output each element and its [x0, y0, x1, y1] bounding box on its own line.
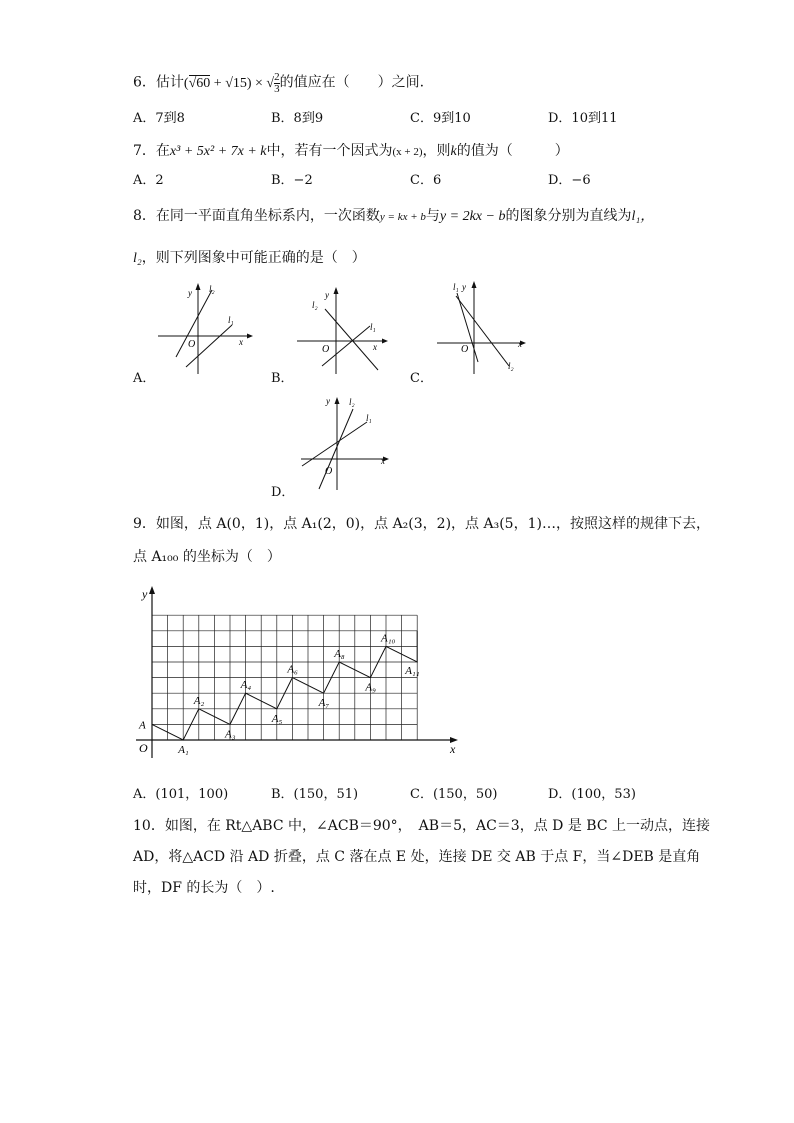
q8-l2: l₂: [133, 251, 142, 266]
q9-stem-line2: 点 A₁₀₀ 的坐标为（ ）: [133, 549, 281, 565]
origin-label: O: [139, 741, 148, 755]
origin-label: O: [322, 344, 330, 355]
q8-f1: y = kx + b: [379, 211, 426, 223]
q6-frac-num: 2: [274, 71, 280, 83]
q8-graph-d[interactable]: [297, 392, 397, 494]
q7-option-b[interactable]: B．−2: [271, 173, 313, 188]
origin-label: O: [325, 466, 333, 477]
l1-label: l₁: [228, 315, 234, 325]
q7-var: k: [450, 144, 457, 159]
q8-graph-a[interactable]: [150, 278, 255, 380]
x-label: x: [381, 456, 385, 466]
q6-option-b[interactable]: B．8到9: [271, 111, 324, 126]
q6-option-a[interactable]: A．7到8: [133, 111, 185, 126]
q7-option-d[interactable]: D．−6: [548, 173, 591, 188]
q6-expression: (√60 + √15) × √ $\frac{2}{3}$: [183, 71, 280, 95]
grid: [152, 615, 417, 740]
line-l2: [325, 309, 378, 370]
point-label-0: A: [139, 719, 146, 732]
l2-label: l₂: [508, 361, 514, 371]
point-label-8: A₈: [334, 648, 345, 660]
point-label-4: A₄: [240, 679, 252, 692]
q7-factor: (x + 2): [392, 146, 423, 158]
q9-stem-line1: 9．如图，点 A(0，1)，点 A₁(2，0)，点 A₂(3，2)，点 A₃(5，1)…，按照这样的规律下去，: [133, 516, 710, 532]
q7-tail: ，则: [422, 143, 451, 159]
l2-label: l₂: [209, 284, 215, 294]
q7-mid: 中，若有一个因式为: [266, 143, 393, 159]
y-arrow-icon: [196, 283, 201, 290]
x-label: x: [239, 337, 243, 347]
q8-text-b: 的图象分别为直线为: [505, 208, 632, 224]
point-label-9: A₉: [365, 681, 376, 694]
x-arrow-icon: [247, 334, 253, 339]
x-label: x: [450, 742, 456, 756]
q10-stem-line3: 时，DF 的长为（ ）.: [133, 880, 275, 896]
q6-stem: [133, 72, 424, 95]
x-label: x: [518, 339, 522, 349]
q8-and: 与: [425, 208, 440, 224]
q8-option-b[interactable]: B．: [271, 371, 294, 386]
y-label: y: [326, 396, 330, 406]
q7-option-a[interactable]: A．2: [133, 173, 164, 188]
y-arrow-icon: [149, 586, 155, 594]
zigzag-path: [152, 631, 417, 740]
q8-option-d[interactable]: D．: [271, 485, 295, 500]
q9-option-c[interactable]: C．(150，50): [410, 787, 498, 802]
q10-stem-line2: AD，将△ACD 沿 AD 折叠，点 C 落在点 E 处，连接 DE 交 AB 于点 F，当∠DEB 是直角: [133, 849, 701, 865]
q8-text-c: ，则下列图象中可能正确的是（ ）: [141, 250, 366, 266]
q8-graph-b[interactable]: [292, 282, 392, 377]
y-arrow-icon: [334, 287, 339, 294]
q6-frac-den: 3: [274, 83, 280, 95]
line-l2: [456, 296, 509, 366]
y-label: y: [462, 282, 466, 292]
q9-option-a[interactable]: A．(101，100): [133, 787, 229, 802]
q6-suffix: 的值应在（ ）之间.: [279, 74, 425, 91]
point-label-11: A₁₁: [405, 665, 420, 677]
q9-option-d[interactable]: D．(100，53): [548, 787, 636, 802]
y-arrow-icon: [335, 397, 340, 404]
q8-f2: y = 2kx − b: [439, 209, 506, 224]
point-label-7: A₇: [318, 697, 330, 710]
q6-root-a: 60: [196, 75, 211, 91]
q7-option-c[interactable]: C．6: [410, 173, 442, 188]
q8-option-c[interactable]: C．: [410, 371, 433, 386]
y-label: y: [188, 288, 192, 298]
point-label-6: A₆: [287, 663, 298, 676]
y-arrow-icon: [472, 281, 477, 288]
l1-label: l₁: [370, 322, 376, 332]
l2-label: l₂: [312, 300, 318, 310]
origin-label: O: [461, 344, 469, 355]
q6-option-d[interactable]: D．10到11: [548, 111, 618, 126]
q8-stem-line1: [133, 207, 654, 226]
q7-end: 的值为（ ）: [456, 143, 569, 159]
q10-stem-line1: 10．如图，在 Rt△ABC 中，∠ACB＝90°， AB＝5，AC＝3，点 D 是 BC 上一动点，连接: [133, 818, 710, 834]
q7-prefix: 7．在: [133, 143, 170, 159]
q6-option-c[interactable]: C．9到10: [410, 111, 471, 126]
line-l2: [319, 409, 353, 489]
point-label-3: A₃: [225, 728, 236, 741]
y-label: y: [325, 290, 329, 300]
q6-root-b: 15: [232, 75, 247, 91]
q7-stem: [133, 142, 569, 161]
q7-poly: x³ + 5x² + 7x + k: [169, 144, 267, 159]
l1-label: l₁: [453, 282, 459, 292]
point-label-5: A₅: [271, 712, 283, 725]
x-label: x: [373, 342, 377, 352]
q9-grid-chart: [130, 580, 465, 760]
q9-option-b[interactable]: B．(150，51): [271, 787, 359, 802]
q8-graph-c[interactable]: [434, 276, 534, 376]
point-label-2: A₂: [193, 694, 205, 707]
point-label-10: A₁₀: [381, 632, 396, 645]
l1-label: l₁: [366, 413, 372, 423]
q8-stem-line2: [133, 249, 366, 268]
q6-prefix: 6．估计: [133, 74, 184, 91]
origin-label: O: [188, 339, 196, 350]
y-label: y: [142, 587, 148, 601]
x-arrow-icon: [382, 339, 388, 344]
q8-option-a[interactable]: A．: [133, 371, 156, 386]
q8-text-a: 8．在同一平面直角坐标系内，一次函数: [133, 208, 380, 224]
q8-l1: l₁，: [631, 209, 655, 224]
point-label-1: A₁: [178, 744, 189, 756]
l2-label: l₂: [349, 397, 355, 407]
point-labels: [138, 632, 420, 756]
